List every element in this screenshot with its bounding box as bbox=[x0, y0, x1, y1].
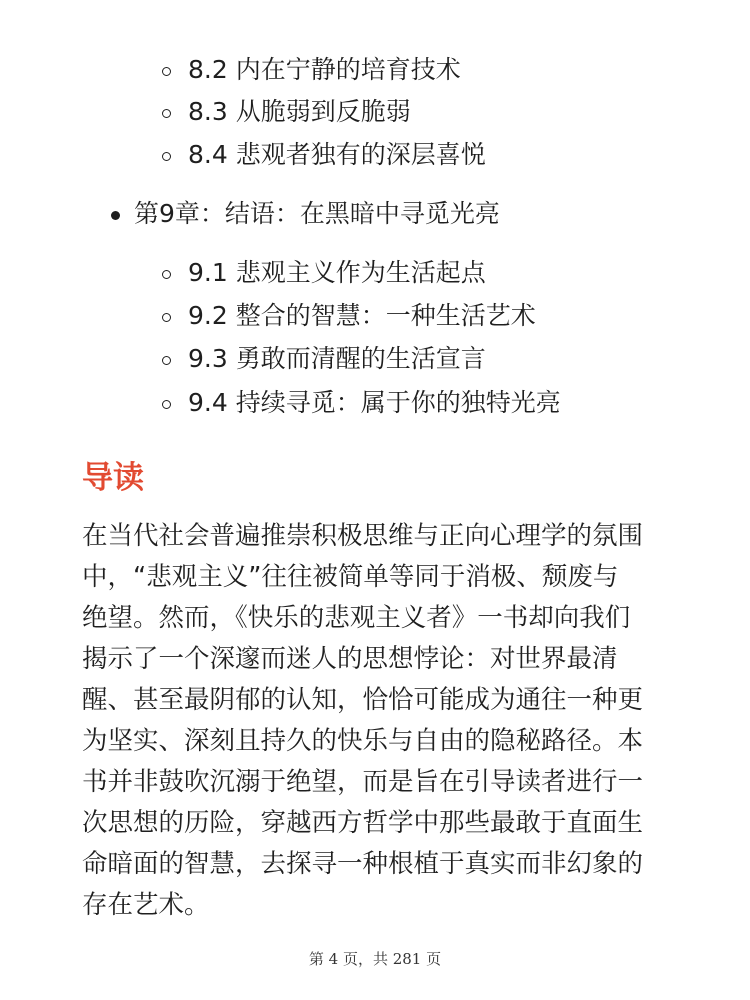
paragraph-line: 存在艺术。 bbox=[82, 890, 210, 920]
toc-chapter-9[interactable]: 第9章：结语：在黑暗中寻觅光亮 bbox=[134, 199, 500, 228]
paragraph-line: 中，“悲观主义”往往被简单等同于消极、颓废与 bbox=[82, 562, 619, 592]
solid-bullet-icon bbox=[111, 211, 120, 220]
paragraph-line: 醒、甚至最阴郁的认知，恰恰可能成为通往一种更 bbox=[82, 685, 644, 715]
toc-section-9-4[interactable]: 9.4 持续寻觅：属于你的独特光亮 bbox=[188, 388, 561, 417]
paragraph-line: 命暗面的智慧，去探寻一种根植于真实而非幻象的 bbox=[82, 849, 644, 879]
hollow-bullet-icon bbox=[162, 356, 171, 365]
section-heading: 导读 bbox=[82, 460, 144, 496]
hollow-bullet-icon bbox=[162, 400, 171, 409]
hollow-bullet-icon bbox=[162, 313, 171, 322]
page-number: 第 4 页，共 281 页 bbox=[308, 950, 442, 968]
paragraph-line: 为坚实、深刻且持久的快乐与自由的隐秘路径。本 bbox=[82, 726, 644, 756]
hollow-bullet-icon bbox=[162, 109, 171, 118]
paragraph-line: 在当代社会普遍推崇积极思维与正向心理学的氛围 bbox=[82, 521, 644, 551]
hollow-bullet-icon bbox=[162, 152, 171, 161]
toc-section-9-2[interactable]: 9.2 整合的智慧：一种生活艺术 bbox=[188, 301, 536, 330]
toc-section-9-3[interactable]: 9.3 勇敢而清醒的生活宣言 bbox=[188, 344, 486, 373]
toc-section-9-1[interactable]: 9.1 悲观主义作为生活起点 bbox=[188, 258, 486, 287]
paragraph-line: 揭示了一个深邃而迷人的思想悖论：对世界最清 bbox=[82, 644, 618, 674]
paragraph-line: 次思想的历险，穿越西方哲学中那些最敢于直面生 bbox=[82, 808, 644, 838]
toc-section-8-4[interactable]: 8.4 悲观者独有的深层喜悦 bbox=[188, 140, 486, 169]
hollow-bullet-icon bbox=[162, 270, 171, 279]
paragraph-line: 绝望。然而，《快乐的悲观主义者》一书却向我们 bbox=[82, 603, 631, 633]
toc-section-8-3[interactable]: 8.3 从脆弱到反脆弱 bbox=[188, 97, 411, 126]
toc-section-8-2[interactable]: 8.2 内在宁静的培育技术 bbox=[188, 55, 461, 84]
intro-paragraph bbox=[82, 516, 672, 926]
hollow-bullet-icon bbox=[162, 67, 171, 76]
paragraph-line: 书并非鼓吹沉溺于绝望，而是旨在引导读者进行一 bbox=[82, 767, 644, 797]
